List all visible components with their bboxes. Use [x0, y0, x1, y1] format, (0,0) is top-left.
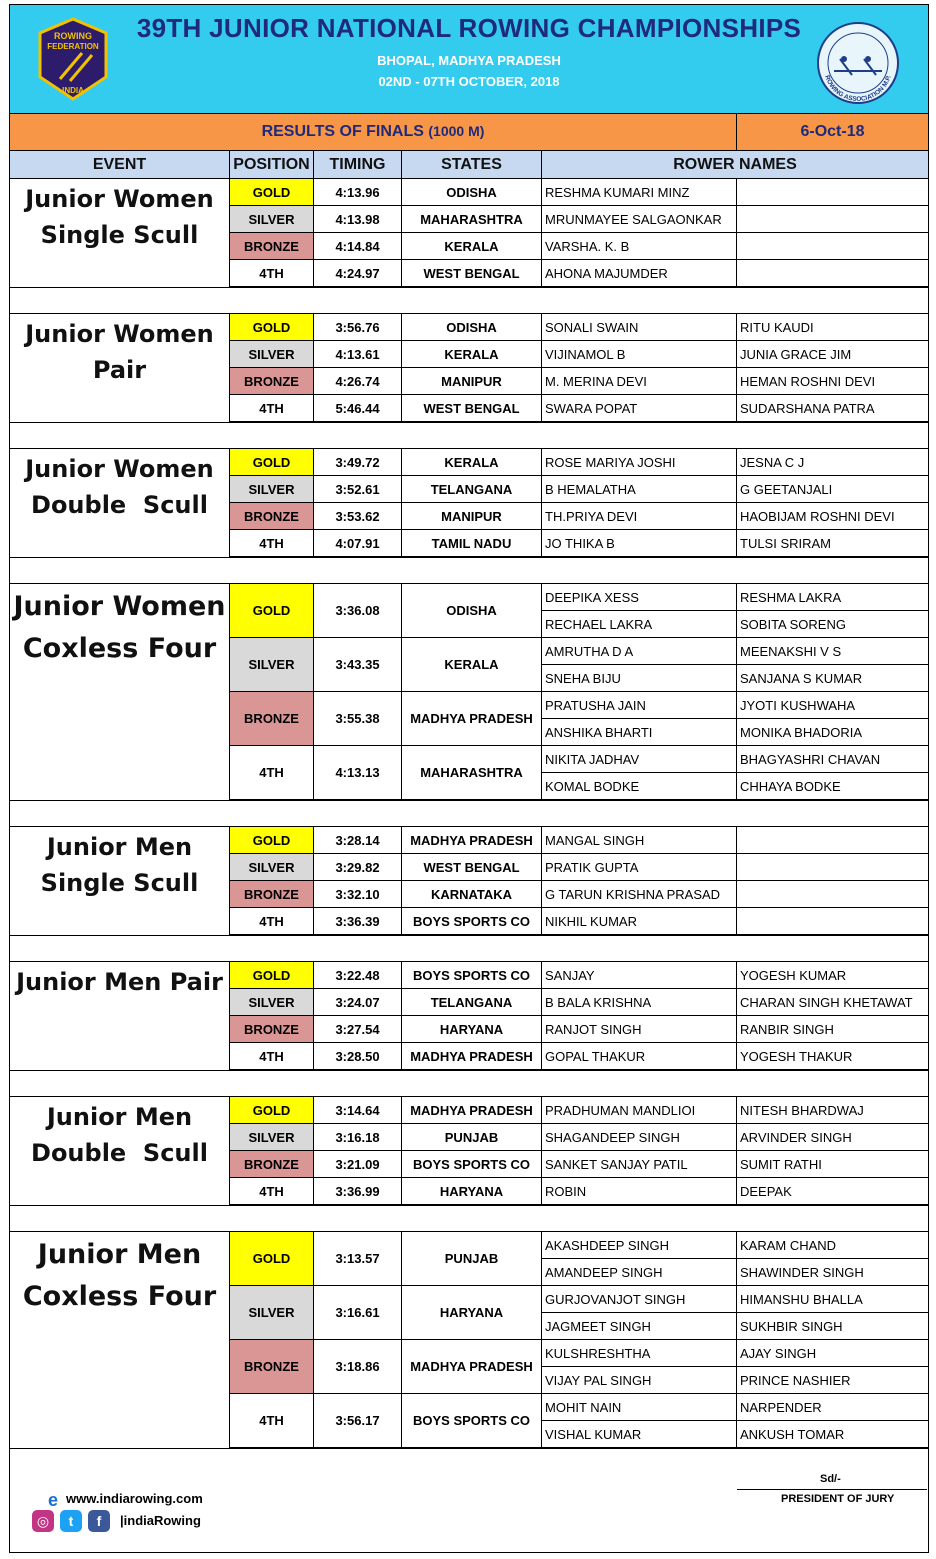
position-cell: SILVER [229, 1124, 313, 1151]
position-cell: BRONZE [229, 503, 313, 530]
col-header-states: STATES [401, 151, 541, 178]
state-cell: MAHARASHTRA [401, 206, 541, 233]
timing-cell: 5:46.44 [313, 395, 401, 422]
timing-cell: 3:28.50 [313, 1043, 401, 1070]
timing-cell: 3:22.48 [313, 962, 401, 989]
position-cell: SILVER [229, 341, 313, 368]
rower-name: AMRUTHA D A [541, 638, 736, 665]
timing-cell: 4:13.96 [313, 179, 401, 206]
position-cell: 4TH [229, 1178, 313, 1205]
position-cell: GOLD [229, 449, 313, 476]
timing-cell: 3:56.76 [313, 314, 401, 341]
rower-name: RESHMA LAKRA [736, 584, 928, 611]
rower-name: TULSI SRIRAM [736, 530, 928, 557]
timing-cell: 4:07.91 [313, 530, 401, 557]
page-title: 39TH JUNIOR NATIONAL ROWING CHAMPIONSHIPS [136, 13, 802, 43]
timing-cell: 4:13.98 [313, 206, 401, 233]
rower-name: HEMAN ROSHNI DEVI [736, 368, 928, 395]
event-name-line: Single Scull [40, 869, 199, 897]
position-cell: GOLD [229, 179, 313, 206]
timing-cell: 3:29.82 [313, 854, 401, 881]
timing-cell: 4:14.84 [313, 233, 401, 260]
event-separator [10, 935, 928, 962]
state-cell: MADHYA PRADESH [401, 1043, 541, 1070]
rower-name: HIMANSHU BHALLA [736, 1286, 928, 1313]
rower-name: MEENAKSHI V S [736, 638, 928, 665]
svg-text:ROWING: ROWING [54, 31, 92, 41]
rower-name: PRATIK GUPTA [541, 854, 736, 881]
col-header-position: POSITION [229, 151, 313, 178]
rower-name: ANSHIKA BHARTI [541, 719, 736, 746]
event-name-line: Junior Men [37, 1239, 202, 1270]
timing-cell: 3:28.14 [313, 827, 401, 854]
event-separator [10, 1070, 928, 1097]
event-name [10, 181, 229, 253]
rower-name [736, 827, 928, 854]
rower-name: SHAGANDEEP SINGH [541, 1124, 736, 1151]
rower-name: JESNA C J [736, 449, 928, 476]
rower-name: SWARA POPAT [541, 395, 736, 422]
rower-name: SOBITA SORENG [736, 611, 928, 638]
timing-cell: 3:36.08 [313, 584, 401, 638]
rower-name: RANBIR SINGH [736, 1016, 928, 1043]
rower-name: RITU KAUDI [736, 314, 928, 341]
rower-name: SANJANA S KUMAR [736, 665, 928, 692]
event-separator [10, 422, 928, 449]
state-cell: PUNJAB [401, 1232, 541, 1286]
rower-name: SHAWINDER SINGH [736, 1259, 928, 1286]
state-cell: KARNATAKA [401, 881, 541, 908]
position-cell: SILVER [229, 989, 313, 1016]
state-cell: MANIPUR [401, 503, 541, 530]
rower-name: SUKHBIR SINGH [736, 1313, 928, 1340]
rower-name: RESHMA KUMARI MINZ [541, 179, 736, 206]
facebook-icon[interactable]: f [88, 1510, 110, 1532]
timing-cell: 3:49.72 [313, 449, 401, 476]
rower-name [736, 908, 928, 935]
timing-cell: 3:13.57 [313, 1232, 401, 1286]
timing-cell: 3:36.39 [313, 908, 401, 935]
event-name-line: Coxless Four [22, 1281, 217, 1312]
state-cell: WEST BENGAL [401, 854, 541, 881]
rower-name: HAOBIJAM ROSHNI DEVI [736, 503, 928, 530]
svg-text:INDIA: INDIA [62, 86, 84, 95]
timing-cell: 3:55.38 [313, 692, 401, 746]
state-cell: MADHYA PRADESH [401, 692, 541, 746]
state-cell: ODISHA [401, 179, 541, 206]
position-cell: BRONZE [229, 233, 313, 260]
rower-name: ROBIN [541, 1178, 736, 1205]
event-name-line: Junior Men [46, 833, 193, 861]
rower-name: VISHAL KUMAR [541, 1421, 736, 1448]
rower-name [736, 854, 928, 881]
event-dates: 02ND - 07TH OCTOBER, 2018 [378, 74, 560, 89]
rower-name: PRATUSHA JAIN [541, 692, 736, 719]
event-separator [10, 800, 928, 827]
rower-name: DEEPIKA XESS [541, 584, 736, 611]
rower-name: PRINCE NASHIER [736, 1367, 928, 1394]
position-cell: 4TH [229, 746, 313, 800]
timing-cell: 3:53.62 [313, 503, 401, 530]
event-name-line: Junior Women [25, 185, 214, 213]
position-cell: BRONZE [229, 692, 313, 746]
header-banner [10, 5, 928, 114]
website-link[interactable]: www.indiarowing.com [66, 1491, 203, 1506]
state-cell: TELANGANA [401, 989, 541, 1016]
timing-cell: 3:18.86 [313, 1340, 401, 1394]
state-cell: MADHYA PRADESH [401, 1340, 541, 1394]
event-name-line: Double Scull [31, 491, 208, 519]
rower-name [736, 233, 928, 260]
rower-name: DEEPAK [736, 1178, 928, 1205]
rower-name: NITESH BHARDWAJ [736, 1097, 928, 1124]
event-name [10, 586, 229, 670]
rower-name: KULSHRESHTHA [541, 1340, 736, 1367]
position-cell: 4TH [229, 395, 313, 422]
rower-name: PRADHUMAN MANDLIOI [541, 1097, 736, 1124]
state-cell: BOYS SPORTS CO [401, 962, 541, 989]
results-date: 6-Oct-18 [736, 114, 928, 150]
results-title: RESULTS OF FINALS (1000 M) [261, 123, 485, 140]
rower-name: YOGESH THAKUR [736, 1043, 928, 1070]
rower-name [736, 260, 928, 287]
event-name [10, 964, 229, 1000]
state-cell: WEST BENGAL [401, 260, 541, 287]
timing-cell: 3:16.61 [313, 1286, 401, 1340]
event-separator [10, 1205, 928, 1232]
twitter-icon[interactable]: t [60, 1510, 82, 1532]
rower-name: SUDARSHANA PATRA [736, 395, 928, 422]
timing-cell: 4:26.74 [313, 368, 401, 395]
position-cell: 4TH [229, 1394, 313, 1448]
rowing-association-logo [810, 19, 906, 107]
state-cell: TELANGANA [401, 476, 541, 503]
position-cell: GOLD [229, 1232, 313, 1286]
rower-name: JUNIA GRACE JIM [736, 341, 928, 368]
col-header-event: EVENT [92, 156, 147, 173]
rower-name: RECHAEL LAKRA [541, 611, 736, 638]
state-cell: WEST BENGAL [401, 395, 541, 422]
timing-cell: 4:13.61 [313, 341, 401, 368]
svg-text:FEDERATION: FEDERATION [47, 42, 99, 51]
state-cell: KERALA [401, 233, 541, 260]
rower-name: SNEHA BIJU [541, 665, 736, 692]
rower-name [736, 179, 928, 206]
rower-name: GOPAL THAKUR [541, 1043, 736, 1070]
signature-line [737, 1489, 927, 1490]
rower-name: RANJOT SINGH [541, 1016, 736, 1043]
state-cell: TAMIL NADU [401, 530, 541, 557]
position-cell: BRONZE [229, 368, 313, 395]
venue: BHOPAL, MADHYA PRADESH [377, 53, 561, 68]
rower-name: AHONA MAJUMDER [541, 260, 736, 287]
timing-cell: 3:16.18 [313, 1124, 401, 1151]
rower-name: ROSE MARIYA JOSHI [541, 449, 736, 476]
col-header-timing: TIMING [313, 151, 401, 178]
social-handle: |indiaRowing [120, 1513, 201, 1528]
event-name [10, 451, 229, 523]
state-cell: HARYANA [401, 1178, 541, 1205]
event-name-line: Single Scull [40, 221, 199, 249]
position-cell: 4TH [229, 1043, 313, 1070]
rower-name: ARVINDER SINGH [736, 1124, 928, 1151]
position-cell: 4TH [229, 908, 313, 935]
position-cell: GOLD [229, 827, 313, 854]
timing-cell: 3:52.61 [313, 476, 401, 503]
event-name [10, 316, 229, 388]
position-cell: SILVER [229, 638, 313, 692]
rower-name: NARPENDER [736, 1394, 928, 1421]
position-cell: BRONZE [229, 1016, 313, 1043]
rower-name: BHAGYASHRI CHAVAN [736, 746, 928, 773]
rower-name: YOGESH KUMAR [736, 962, 928, 989]
rower-name: SANJAY [541, 962, 736, 989]
rower-name: MONIKA BHADORIA [736, 719, 928, 746]
position-cell: SILVER [229, 206, 313, 233]
rower-name: AJAY SINGH [736, 1340, 928, 1367]
position-cell: SILVER [229, 476, 313, 503]
position-cell: SILVER [229, 1286, 313, 1340]
rower-name: JYOTI KUSHWAHA [736, 692, 928, 719]
rower-name: JO THIKA B [541, 530, 736, 557]
rower-name: MANGAL SINGH [541, 827, 736, 854]
rower-name [736, 881, 928, 908]
rower-name: SONALI SWAIN [541, 314, 736, 341]
rower-name: VARSHA. K. B [541, 233, 736, 260]
timing-cell: 3:27.54 [313, 1016, 401, 1043]
rower-name: VIJINAMOL B [541, 341, 736, 368]
position-cell: BRONZE [229, 881, 313, 908]
signatory: PRESIDENT OF JURY [781, 1493, 895, 1505]
state-cell: PUNJAB [401, 1124, 541, 1151]
rower-name: M. MERINA DEVI [541, 368, 736, 395]
rower-name: MRUNMAYEE SALGAONKAR [541, 206, 736, 233]
rower-name: SANKET SANJAY PATIL [541, 1151, 736, 1178]
rower-name: CHHAYA BODKE [736, 773, 928, 800]
state-cell: KERALA [401, 341, 541, 368]
event-name-line: Coxless Four [22, 633, 217, 664]
results-sheet [9, 4, 929, 1553]
position-cell: 4TH [229, 530, 313, 557]
rower-name: B BALA KRISHNA [541, 989, 736, 1016]
state-cell: MAHARASHTRA [401, 746, 541, 800]
state-cell: MANIPUR [401, 368, 541, 395]
state-cell: BOYS SPORTS CO [401, 1394, 541, 1448]
position-cell: GOLD [229, 1097, 313, 1124]
rower-name: GURJOVANJOT SINGH [541, 1286, 736, 1313]
column-header-row [10, 151, 928, 179]
rower-name: G GEETANJALI [736, 476, 928, 503]
rower-name: VIJAY PAL SINGH [541, 1367, 736, 1394]
state-cell: KERALA [401, 638, 541, 692]
state-cell: HARYANA [401, 1286, 541, 1340]
rower-name: JAGMEET SINGH [541, 1313, 736, 1340]
event-name [10, 829, 229, 901]
position-cell: BRONZE [229, 1151, 313, 1178]
timing-cell: 3:21.09 [313, 1151, 401, 1178]
event-separator [10, 557, 928, 584]
position-cell: 4TH [229, 260, 313, 287]
rower-name: AKASHDEEP SINGH [541, 1232, 736, 1259]
rower-name: G TARUN KRISHNA PRASAD [541, 881, 736, 908]
state-cell: BOYS SPORTS CO [401, 908, 541, 935]
event-name-line: Junior Women [25, 455, 214, 483]
event-name-line: Junior Men [46, 1103, 193, 1131]
state-cell: ODISHA [401, 584, 541, 638]
timing-cell: 3:43.35 [313, 638, 401, 692]
rower-name: SUMIT RATHI [736, 1151, 928, 1178]
event-name-line: Double Scull [31, 1139, 208, 1167]
event-name [10, 1234, 229, 1318]
rower-name: B HEMALATHA [541, 476, 736, 503]
event-name-line: Pair [92, 356, 147, 384]
timing-cell: 3:14.64 [313, 1097, 401, 1124]
results-bar [10, 114, 928, 151]
rower-name: NIKHIL KUMAR [541, 908, 736, 935]
event-name-line: Junior Women [25, 320, 214, 348]
browser-icon: e [47, 1490, 58, 1510]
rower-name: KOMAL BODKE [541, 773, 736, 800]
timing-cell: 4:24.97 [313, 260, 401, 287]
state-cell: HARYANA [401, 1016, 541, 1043]
timing-cell: 3:32.10 [313, 881, 401, 908]
timing-cell: 3:56.17 [313, 1394, 401, 1448]
position-cell: BRONZE [229, 1340, 313, 1394]
signature: Sd/- [820, 1473, 841, 1485]
event-separator [10, 287, 928, 314]
instagram-icon[interactable]: ◎ [32, 1510, 54, 1532]
rower-name [736, 206, 928, 233]
state-cell: MADHYA PRADESH [401, 827, 541, 854]
rower-name: MOHIT NAIN [541, 1394, 736, 1421]
rower-name: KARAM CHAND [736, 1232, 928, 1259]
timing-cell: 3:36.99 [313, 1178, 401, 1205]
rower-name: CHARAN SINGH KHETAWAT [736, 989, 928, 1016]
position-cell: GOLD [229, 584, 313, 638]
position-cell: SILVER [229, 854, 313, 881]
state-cell: MADHYA PRADESH [401, 1097, 541, 1124]
rower-name: NIKITA JADHAV [541, 746, 736, 773]
state-cell: BOYS SPORTS CO [401, 1151, 541, 1178]
state-cell: ODISHA [401, 314, 541, 341]
svg-text:ROWING ASSOCIATION M.P.: ROWING ASSOCIATION M.P. [823, 74, 893, 104]
position-cell: GOLD [229, 314, 313, 341]
rower-name: AMANDEEP SINGH [541, 1259, 736, 1286]
timing-cell: 4:13.13 [313, 746, 401, 800]
event-name-line: Junior Men Pair [16, 968, 223, 996]
rower-name: ANKUSH TOMAR [736, 1421, 928, 1448]
position-cell: GOLD [229, 962, 313, 989]
state-cell: KERALA [401, 449, 541, 476]
event-separator [10, 1448, 928, 1475]
rower-name: TH.PRIYA DEVI [541, 503, 736, 530]
timing-cell: 3:24.07 [313, 989, 401, 1016]
col-header-rower-names: ROWER NAMES [541, 151, 928, 178]
event-name-line: Junior Women [13, 591, 226, 622]
event-name [10, 1099, 229, 1171]
